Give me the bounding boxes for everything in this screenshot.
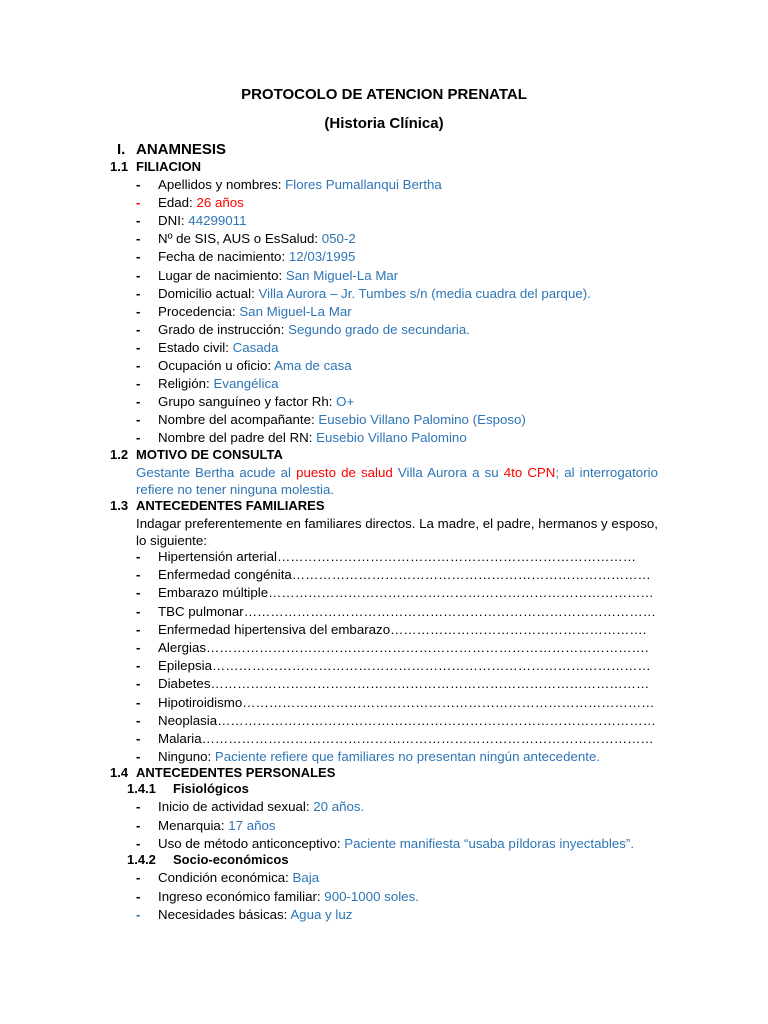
field-label: Menarquia: [158,817,229,833]
list-item [0,230,768,247]
list-item [0,548,768,565]
field-label: Nombre del padre del RN: [158,430,317,446]
list-item [0,411,768,428]
list-item [0,621,768,638]
bullet-dash: - [136,585,141,601]
bullet-dash: - [136,412,141,428]
field-value: 050-2 [321,231,356,247]
field-value: 900-1000 soles. [324,888,419,904]
bullet-dash: - [136,376,141,392]
bullet-dash: - [136,549,141,564]
field-label: Nombre del acompañante: [158,412,319,428]
motivo-text-3: ; al interrogatorio refiere no tener ninguna molestia. [136,465,658,497]
list-item [0,835,768,852]
motivo-highlight-1: puesto de salud [296,465,393,480]
list-item [0,639,768,656]
section-1-1-title: FILIACION [136,159,201,174]
section-i-title: ANAMNESIS [136,141,227,158]
antecedent-item-label: Hipotiroidismo………………………………………………………………………………… [158,694,655,710]
list-item [0,267,768,284]
section-1-2-number: 1.2 [110,447,129,462]
antecedent-item-label: Enfermedad congénita……………………………………………………………………… [158,567,651,583]
field-label: Grado de instrucción: [158,321,289,337]
list-item [0,321,768,338]
field-label: Religión: [158,376,214,392]
motivo-highlight-2: 4to CPN [503,465,556,480]
section-1-4-2-number: 1.4.2 [127,852,156,867]
bullet-dash: - [136,640,141,655]
field-label: Nº de SIS, AUS o EsSalud: [158,231,322,247]
bullet-dash: - [136,621,141,637]
antecedent-item-label: TBC pulmonar………………………………………………………………………………… [158,603,656,619]
list-item [0,888,768,905]
field-label: Procedencia: [158,303,240,319]
familiares-intro: Indagar preferentemente en familiares directos. La madre, el padre, hermanos y esposo, lo siguiente: [136,516,658,548]
field-value: Evangélica [213,376,279,392]
document-title: PROTOCOLO DE ATENCION PRENATAL [241,86,527,103]
bullet-dash: - [136,712,141,728]
list-item [0,212,768,229]
bullet-dash: - [136,394,141,410]
list-item [0,393,768,410]
bullet-dash: - [136,195,141,211]
list-item [0,375,768,392]
list-item [0,285,768,302]
list-item [0,194,768,211]
list-item [0,176,768,193]
field-value: 17 años [228,817,276,833]
antecedent-item-label: Alergias………………………………………………………………………………………. [158,640,649,655]
field-value: Baja [292,870,320,885]
bullet-dash: - [136,731,141,746]
bullet-dash: - [136,177,141,192]
field-label: Inicio de actividad sexual: [158,799,314,814]
section-1-1-number: 1.1 [110,159,129,174]
list-item [0,657,768,674]
motivo-text-1: Gestante Bertha acude al [136,465,297,480]
bullet-dash: - [136,658,141,674]
list-item [0,730,768,747]
list-item [0,869,768,886]
bullet-dash: - [136,836,141,851]
field-value: Agua y luz [290,907,353,922]
field-value: Casada [232,339,279,355]
section-1-4-1-title: Fisiológicos [173,781,249,796]
field-label: Necesidades básicas: [158,907,291,922]
list-item [0,303,768,320]
field-value: Eusebio Villano Palomino (Esposo) [318,412,526,428]
field-label: Grupo sanguíneo y factor Rh: [158,394,337,410]
field-label: Domicilio actual: [158,285,259,301]
section-1-4-2-title: Socio-económicos [173,852,289,867]
bullet-dash: - [136,888,141,904]
bullet-dash: - [136,694,141,710]
bullet-dash: - [136,817,141,833]
list-item [0,248,768,265]
section-1-4-1-number: 1.4.1 [127,781,156,796]
bullet-dash: - [136,321,141,337]
list-item [0,798,768,815]
field-value: San Miguel-La Mar [285,267,399,283]
bullet-dash: - [136,430,141,446]
bullet-dash: - [136,267,141,283]
section-1-4-title: ANTECEDENTES PERSONALES [136,765,336,780]
antecedent-item-label: Hipertensión arterial……………………………………………………………………… [158,549,637,564]
list-item [0,339,768,356]
antecedent-item-label: Diabetes……………………………………………………………………………………… [158,676,650,692]
field-value: 12/03/1995 [288,249,356,265]
ninguno-item [0,748,768,765]
antecedent-item-label: Embarazo múltiple…………………………………………………………………………… [158,585,654,601]
list-item [0,675,768,692]
field-label: Lugar de nacimiento: [158,267,286,283]
list-item [0,694,768,711]
field-label: Edad: [158,195,197,211]
list-item [0,817,768,834]
motivo-paragraph [136,464,658,498]
bullet-dash: - [136,249,141,265]
field-label: Fecha de nacimiento: [158,249,289,265]
bullet-dash: - [136,231,141,247]
field-label: Ingreso económico familiar: [158,888,325,904]
bullet-dash: - [136,213,141,229]
bullet-dash: - [136,603,141,619]
field-value: Villa Aurora – Jr. Tumbes s/n (media cuadra del parque). [258,285,591,301]
field-value: Flores Pumallanqui Bertha [285,177,442,192]
field-value: 26 años [196,195,244,211]
antecedent-item-label: Epilepsia……………………………………………………………………………………… [158,658,651,674]
section-1-3-number: 1.3 [110,498,129,513]
antecedent-item-label: Enfermedad hipertensiva del embarazo…………………………………………………. [158,621,647,637]
ninguno-label: Ninguno: [158,749,215,764]
field-value: 44299011 [188,213,247,229]
bullet-dash: - [136,339,141,355]
field-label: Ocupación u oficio: [158,358,275,373]
field-value: Ama de casa [274,358,352,373]
field-value: Segundo grado de secundaria. [288,321,470,337]
bullet-dash: - [136,749,141,764]
list-item [0,906,768,923]
antecedent-item-label: Malaria………………………………………………………………………………………… [158,731,654,746]
bullet-dash: - [136,358,141,373]
field-value: Paciente manifiesta “usaba píldoras inyectables”. [344,836,635,851]
field-value: 20 años. [313,799,365,814]
list-item [0,603,768,620]
field-label: Apellidos y nombres: [158,177,286,192]
bullet-dash: - [136,567,141,583]
document-subtitle: (Historia Clínica) [324,115,444,132]
field-value: San Miguel-La Mar [239,303,352,319]
section-1-2-title: MOTIVO DE CONSULTA [136,447,283,462]
bullet-dash: - [136,303,141,319]
field-label: DNI: [158,213,189,229]
field-label: Estado civil: [158,339,233,355]
bullet-dash: - [136,870,141,885]
list-item [0,357,768,374]
antecedent-item-label: Neoplasia……………………………………………………………………………………… [158,712,656,728]
bullet-dash: - [136,907,141,922]
section-1-3-title: ANTECEDENTES FAMILIARES [136,498,325,513]
field-label: Condición económica: [158,870,293,885]
bullet-dash: - [136,799,141,814]
list-item [0,712,768,729]
section-1-4-number: 1.4 [110,765,129,780]
ninguno-value: Paciente refiere que familiares no presentan ningún antecedente. [214,749,601,764]
field-value: O+ [336,394,355,410]
list-item [0,566,768,583]
list-item [0,584,768,601]
field-value: Eusebio Villano Palomino [316,430,467,446]
bullet-dash: - [136,676,141,692]
motivo-text-2: Villa Aurora a su [392,465,504,480]
bullet-dash: - [136,285,141,301]
section-i-number: I. [117,141,126,158]
list-item [0,429,768,446]
field-label: Uso de método anticonceptivo: [158,836,345,851]
